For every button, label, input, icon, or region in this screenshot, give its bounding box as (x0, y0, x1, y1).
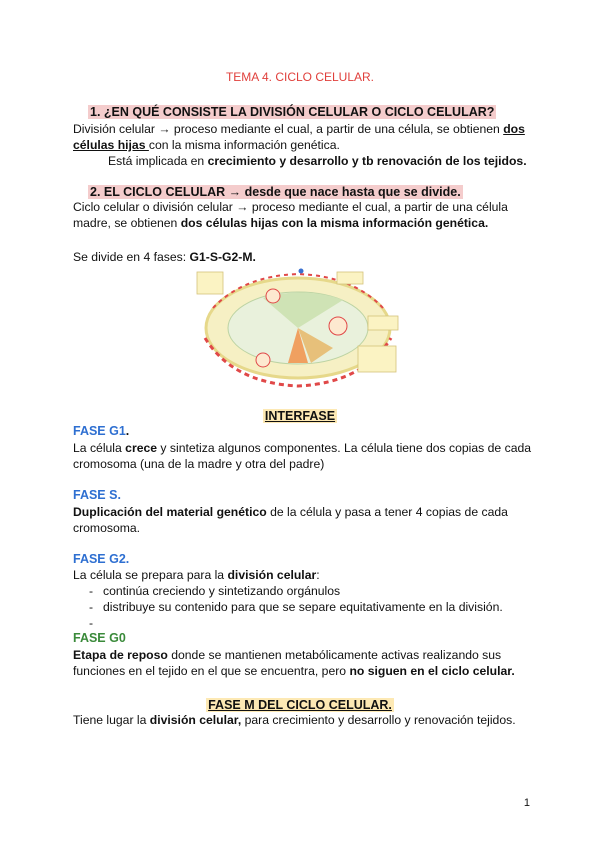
text-bold: Duplicación del material genético (73, 505, 267, 519)
interfase-heading-wrap (0, 407, 600, 425)
text: Se divide en 4 fases: (73, 250, 190, 264)
text: Tiene lugar la (73, 713, 150, 727)
fase-m-text (73, 712, 543, 728)
text: : (316, 568, 320, 582)
text: La célula (73, 441, 126, 455)
text-bold: Etapa de reposo (73, 648, 168, 662)
text: FASE G1 (73, 424, 126, 438)
phases-line (73, 249, 543, 265)
fase-g1-text (73, 440, 543, 472)
text: funciones en el tejido en el que se encuentra, pero (73, 664, 350, 678)
document-title: TEMA 4. CICLO CELULAR. (225, 70, 375, 84)
section1-paragraph (73, 121, 543, 169)
list-item: - distribuye su contenido para que se separe equitativamente en la división. (73, 599, 543, 615)
list-item: - continúa creciendo y sintetizando orgánulos (73, 583, 543, 599)
g2-list (73, 583, 543, 615)
fase-g2-text (73, 567, 543, 615)
text: cromosoma. (73, 521, 141, 535)
text-bold: G1-S-G2-M. (189, 250, 256, 264)
text-bold: división celular (227, 568, 317, 582)
text: La célula se prepara para la (73, 568, 228, 582)
fase-s-label: FASE S. (73, 488, 121, 502)
fase-m-heading: FASE M DEL CICLO CELULAR. (208, 698, 392, 712)
text: . (125, 424, 130, 438)
text: para crecimiento y desarrollo y renovación tejidos. (241, 713, 516, 727)
text: cromosoma (una de la madre y otra del padre) (73, 457, 325, 471)
text-bold: crecimiento y desarrollo y tb renovación de los tejidos. (207, 154, 527, 168)
text: madre, se obtienen (73, 216, 181, 230)
section2-heading: 2. EL CICLO CELULAR → desde que nace hasta que se divide. (90, 185, 461, 199)
text: donde se mantienen metabólicamente activas realizando sus (167, 648, 502, 662)
section1-heading-wrap (88, 103, 496, 121)
fase-g0-label: FASE G0 (73, 631, 126, 645)
text: División celular → proceso mediante el cual, a partir de una célula, se obtienen (73, 122, 504, 136)
section2-paragraph (73, 199, 543, 231)
text-bold: células hijas (73, 138, 149, 152)
text: Está implicada en (108, 154, 208, 168)
text: Ciclo celular o división celular → proceso mediante el cual, a partir de una célula (73, 200, 508, 214)
interfase-heading: INTERFASE (264, 409, 336, 423)
fase-g0-text (73, 647, 543, 679)
text: y sintetiza algunos componentes. La célula tiene dos copias de cada (157, 441, 532, 455)
fase-g1-label (73, 424, 129, 438)
fase-s-text (73, 504, 543, 536)
section1-heading: 1. ¿EN QUÉ CONSISTE LA DIVISIÓN CELULAR O CICLO CELULAR? (90, 105, 495, 119)
text-bold: dos (503, 122, 525, 136)
text-bold: división celular, (149, 713, 242, 727)
text-bold: dos células hijas con la misma información genética. (180, 216, 489, 230)
cell-cycle-diagram (193, 268, 403, 403)
fase-g2-label: FASE G2. (73, 552, 130, 566)
text-bold: no siguen en el ciclo celular. (349, 664, 515, 678)
text: con la misma información genética. (148, 138, 340, 152)
text: de la célula y pasa a tener 4 copias de cada (266, 505, 508, 519)
page-number: 1 (523, 797, 530, 809)
text-bold: crece (125, 441, 158, 455)
cell-cycle-image (193, 268, 403, 398)
